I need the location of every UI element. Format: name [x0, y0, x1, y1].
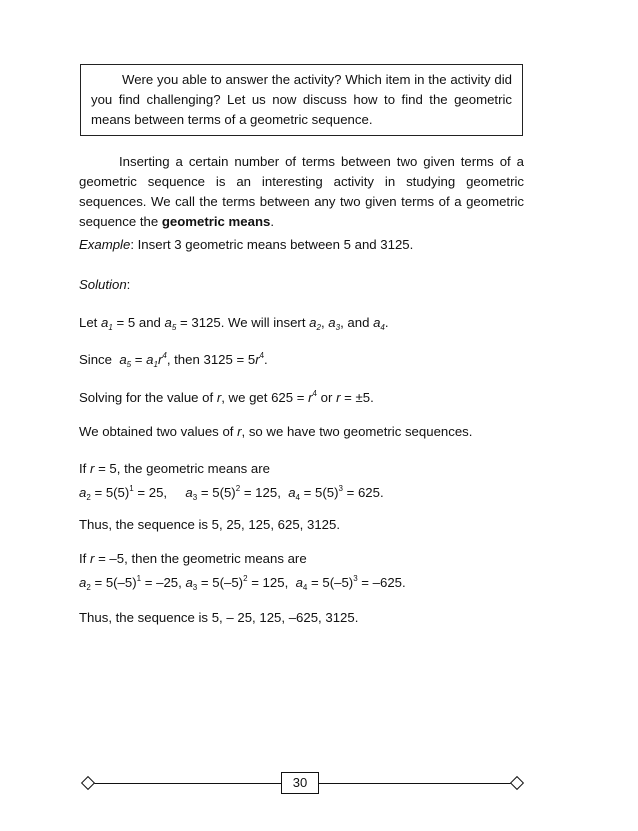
let-and: and: [138, 315, 161, 330]
intro-paragraph: [79, 152, 524, 232]
solving-line: [79, 385, 374, 407]
case2-line: [79, 550, 307, 568]
since-line: [79, 347, 268, 374]
case2-then: then the geometric means are: [131, 551, 307, 566]
page-number: 30: [281, 772, 319, 794]
left-diamond-icon: [81, 776, 95, 790]
case2-cond: r = –5,: [90, 551, 128, 566]
let-insert: We will insert: [228, 315, 306, 330]
case2-thus-values: 5, – 25, 125, –625, 3125.: [211, 610, 359, 625]
case2-thus: [79, 609, 358, 627]
case1-equations: $a_2 = 5(5)^1 = 25$, $a_3 = 5(5)^2 = 125$, $a_4 = 5(5)^3 = 625$.: [79, 484, 384, 502]
let-prefix: Let: [79, 315, 98, 330]
a5-eq: = 3125.: [176, 315, 225, 330]
solution-line: [79, 276, 130, 294]
activity-reflection-text: Were you able to answer the activity? Which item in the activity did you find challenging? Let us now discuss how to find the geometric means between terms of a geometric sequence.: [91, 72, 512, 127]
a1-eq: = 5: [112, 315, 136, 330]
case2-thus-prefix: Thus, the sequence is: [79, 610, 209, 625]
since-then: , then: [166, 352, 200, 367]
solution-colon: :: [126, 277, 131, 292]
case1-line: [79, 460, 270, 478]
example-line: [79, 236, 413, 254]
example-text: : Insert 3 geometric means between 5 and 3125.: [130, 237, 414, 252]
solving-or: or: [320, 390, 333, 405]
case2-if: If: [79, 551, 87, 566]
obtained-line: We obtained two values of r, so we have two geometric sequences.: [79, 424, 473, 439]
let-line: [79, 314, 389, 337]
intro-end: .: [270, 214, 275, 229]
case1-cond: r = 5,: [90, 461, 121, 476]
insert-list: $a_2$, $a_3$, and $a_4$.: [309, 315, 389, 332]
case1-thus: Thus, the sequence is 5, 25, 125, 625, 3125.: [79, 517, 341, 532]
a5-var: $a_5$: [164, 315, 177, 332]
solution-label: Solution: [79, 277, 127, 292]
solving-result: r = ±5.: [336, 390, 374, 405]
case1-if: If: [79, 461, 87, 476]
solving-eq: $625 = r^4$: [271, 389, 317, 405]
example-label: Example: [79, 237, 131, 252]
right-diamond-icon: [510, 776, 524, 790]
solving-text: Solving for the value of r, we get: [79, 390, 268, 405]
since-result: $3125 = 5r^4$.: [203, 351, 268, 367]
a1-var: $a_1$: [101, 315, 113, 332]
case2-equations: $a_2 = 5(-5)^1 = -25$, $a_3 = 5(-5)^2 = 125$, $a_4 = 5(-5)^3 = -625$.: [79, 574, 406, 592]
since-prefix: Since: [79, 352, 112, 367]
intro-text: Inserting a certain number of terms between two given terms of a geometric sequence is an interesting activity in studying geometric sequences. We call the terms between any two given terms of a geometric sequence the: [79, 154, 524, 229]
activity-reflection-box: [80, 64, 523, 136]
case1-then: the geometric means are: [124, 461, 270, 476]
intro-bold-term: geometric means: [161, 214, 271, 229]
since-formula: $a_5 = a_1r^4$: [119, 351, 167, 369]
